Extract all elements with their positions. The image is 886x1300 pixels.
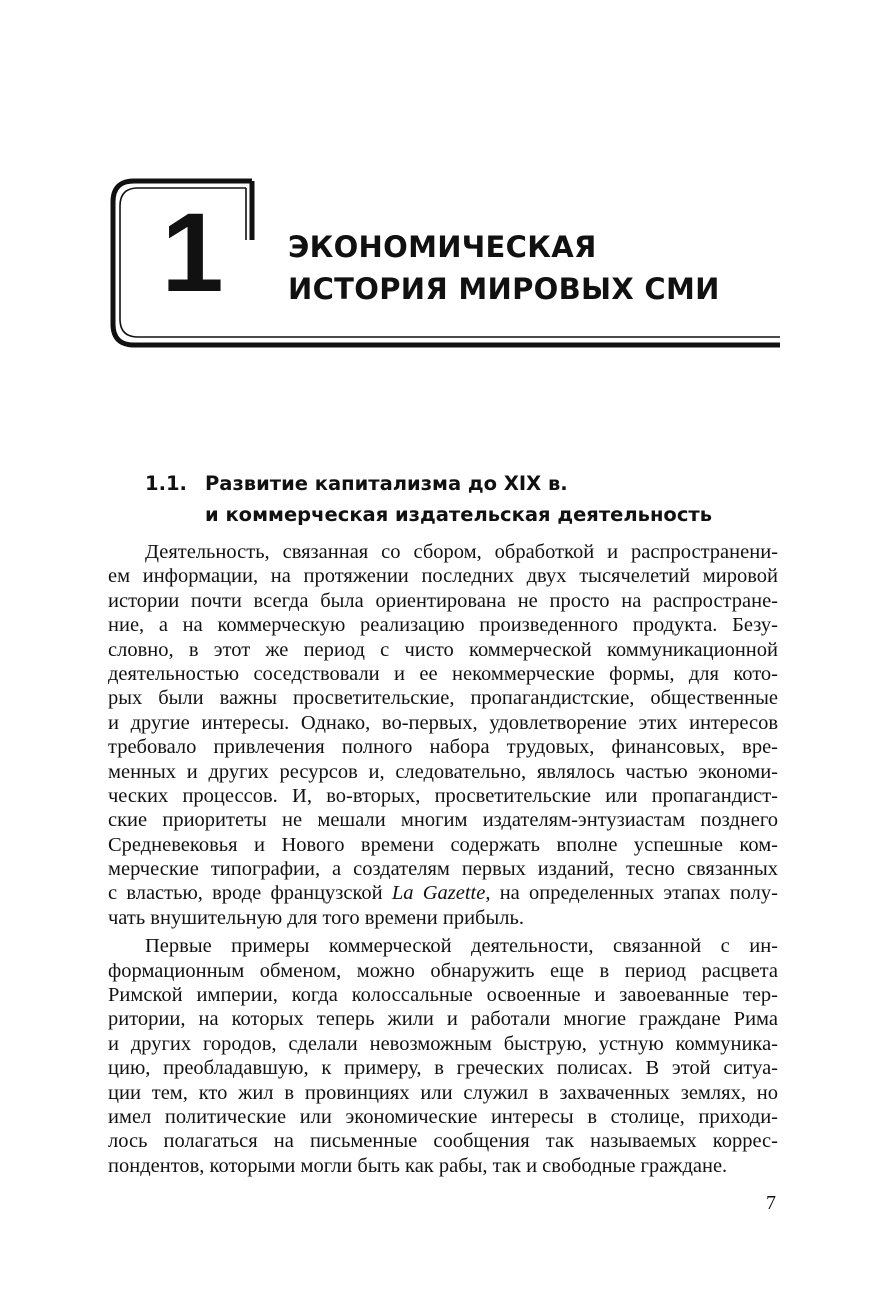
section-number: 1.1.: [145, 472, 187, 495]
text-line: ем информации, на протяжении последних двух тысячелетий мировой: [108, 565, 778, 588]
text-line: ритории, на которых теперь жили и работали многие граждане Рима: [108, 1008, 778, 1031]
text-line: Средневековья и Нового времени содержать вполне успешные ком-: [108, 833, 778, 856]
text-line: чать внушительную для того времени прибыль.: [108, 906, 524, 929]
paragraph-2: [108, 934, 778, 1178]
text-line: менных и других ресурсов и, следовательно, являлось частью экономи-: [108, 760, 778, 783]
text-line: рых были важны просветительские, пропагандистские, общественные: [108, 687, 778, 710]
text-line: ческих процессов. И, во-вторых, просветительские или пропагандист-: [108, 784, 778, 807]
text-line: ние, а на коммерческую реализацию произведенного продукта. Безу-: [108, 614, 778, 637]
text-line: мерческие типографии, а создателям первых изданий, тесно связанных: [108, 858, 778, 881]
text-line: ции тем, кто жил в провинциях или служил в захваченных землях, но: [108, 1081, 778, 1104]
page-number: 7: [766, 1192, 776, 1214]
text-line: словно, в этот же период с чисто коммерческой коммуникационной: [108, 638, 778, 661]
text-line: ские приоритеты не мешали многим издателям-энтузиастам позднего: [108, 809, 778, 832]
text-line: формационным обменом, можно обнаружить еще в период расцвета: [108, 959, 778, 982]
newspaper-title: La Gazette: [391, 882, 486, 905]
text-line: и другие интересы. Однако, во-первых, удовлетворение этих интересов: [108, 711, 778, 734]
text-line: и других городов, сделали невозможным быструю, устную коммуника-: [108, 1032, 778, 1055]
text-line: с властью, вроде французской La Gazette, на определенных этапах полу-: [108, 882, 778, 905]
section-title-line: и коммерческая издательская деятельность: [205, 503, 713, 526]
chapter-number: 1: [161, 190, 224, 315]
paragraph-1: [108, 540, 778, 930]
chapter-title-line: ИСТОРИЯ МИРОВЫХ СМИ: [288, 272, 720, 306]
text-line: пондентов, которыми могли быть как рабы, так и свободные граждане.: [108, 1154, 728, 1177]
chapter-title: [288, 226, 768, 310]
text-line: Деятельность, связанная со сбором, обработкой и распространени-: [145, 541, 778, 563]
text-line: имел политические или экономические интересы в столице, приходи-: [108, 1105, 778, 1128]
body-text: [108, 540, 778, 1178]
text-line: требовало привлечения полного набора трудовых, финансовых, вре-: [108, 736, 778, 759]
text-line: Римской империи, когда колоссальные освоенные и завоеванные тер-: [108, 984, 778, 1007]
text-line: истории почти всегда была ориентирована не просто на распростране-: [108, 589, 778, 612]
text-line: лось полагаться на письменные сообщения так называемых коррес-: [108, 1130, 778, 1153]
text-line: деятельностью соседствовали и ее некоммерческие формы, для кото-: [108, 662, 778, 685]
section-title: [205, 468, 785, 530]
text-line: цию, преобладавшую, к примеру, в греческих полисах. В этой ситуа-: [108, 1057, 778, 1080]
section-title-line: Развитие капитализма до XIX в.: [205, 472, 568, 495]
text-line: Первые примеры коммерческой деятельности, связанной с ин-: [145, 935, 778, 958]
chapter-title-line: ЭКОНОМИЧЕСКАЯ: [288, 230, 597, 264]
